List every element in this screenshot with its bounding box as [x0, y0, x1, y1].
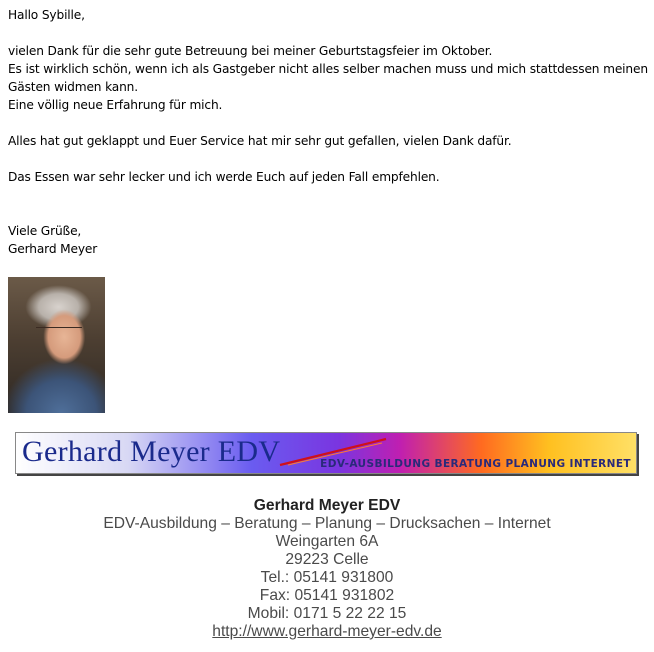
- portrait-photo: [8, 277, 105, 413]
- signature-street: Weingarten 6A: [275, 533, 379, 550]
- letter-line: Gästen widmen kann.: [8, 80, 138, 94]
- signature-fax: Fax: 05141 931802: [259, 587, 395, 604]
- email-signature: [0, 497, 654, 641]
- signature-tel: Tel.: 05141 931800: [260, 569, 394, 586]
- letter-line: Es ist wirklich schön, wenn ich als Gastgeber nicht alles selber machen muss und mich stattdessen meinen: [8, 62, 648, 76]
- letter-line: Eine völlig neue Erfahrung für mich.: [8, 98, 223, 112]
- banner-subtitle: EDV-AUSBILDUNG BERATUNG PLANUNG INTERNET: [320, 458, 631, 470]
- letter-line: Das Essen war sehr lecker und ich werde Euch auf jeden Fall empfehlen.: [8, 170, 440, 184]
- sender-name: Gerhard Meyer: [8, 242, 98, 256]
- signature-mobile: Mobil: 0171 5 22 22 15: [247, 605, 407, 622]
- letter-line: vielen Dank für die sehr gute Betreuung bei meiner Geburtstagsfeier im Oktober.: [8, 44, 493, 58]
- letter-line: Alles hat gut geklappt und Euer Service hat mir sehr gut gefallen, vielen Dank dafür.: [8, 134, 512, 148]
- website-link[interactable]: http://www.gerhard-meyer-edv.de: [212, 623, 442, 640]
- letter-body: [8, 6, 652, 258]
- company-banner: [15, 432, 637, 474]
- signature-company: Gerhard Meyer EDV: [253, 497, 401, 514]
- greeting: Hallo Sybille,: [8, 8, 85, 22]
- glasses-detail: [36, 327, 82, 340]
- signature-services: EDV-Ausbildung – Beratung – Planung – Drucksachen – Internet: [103, 515, 551, 532]
- signature-city: 29223 Celle: [285, 551, 369, 568]
- banner-title: Gerhard Meyer EDV: [22, 435, 281, 468]
- closing: Viele Grüße,: [8, 224, 82, 238]
